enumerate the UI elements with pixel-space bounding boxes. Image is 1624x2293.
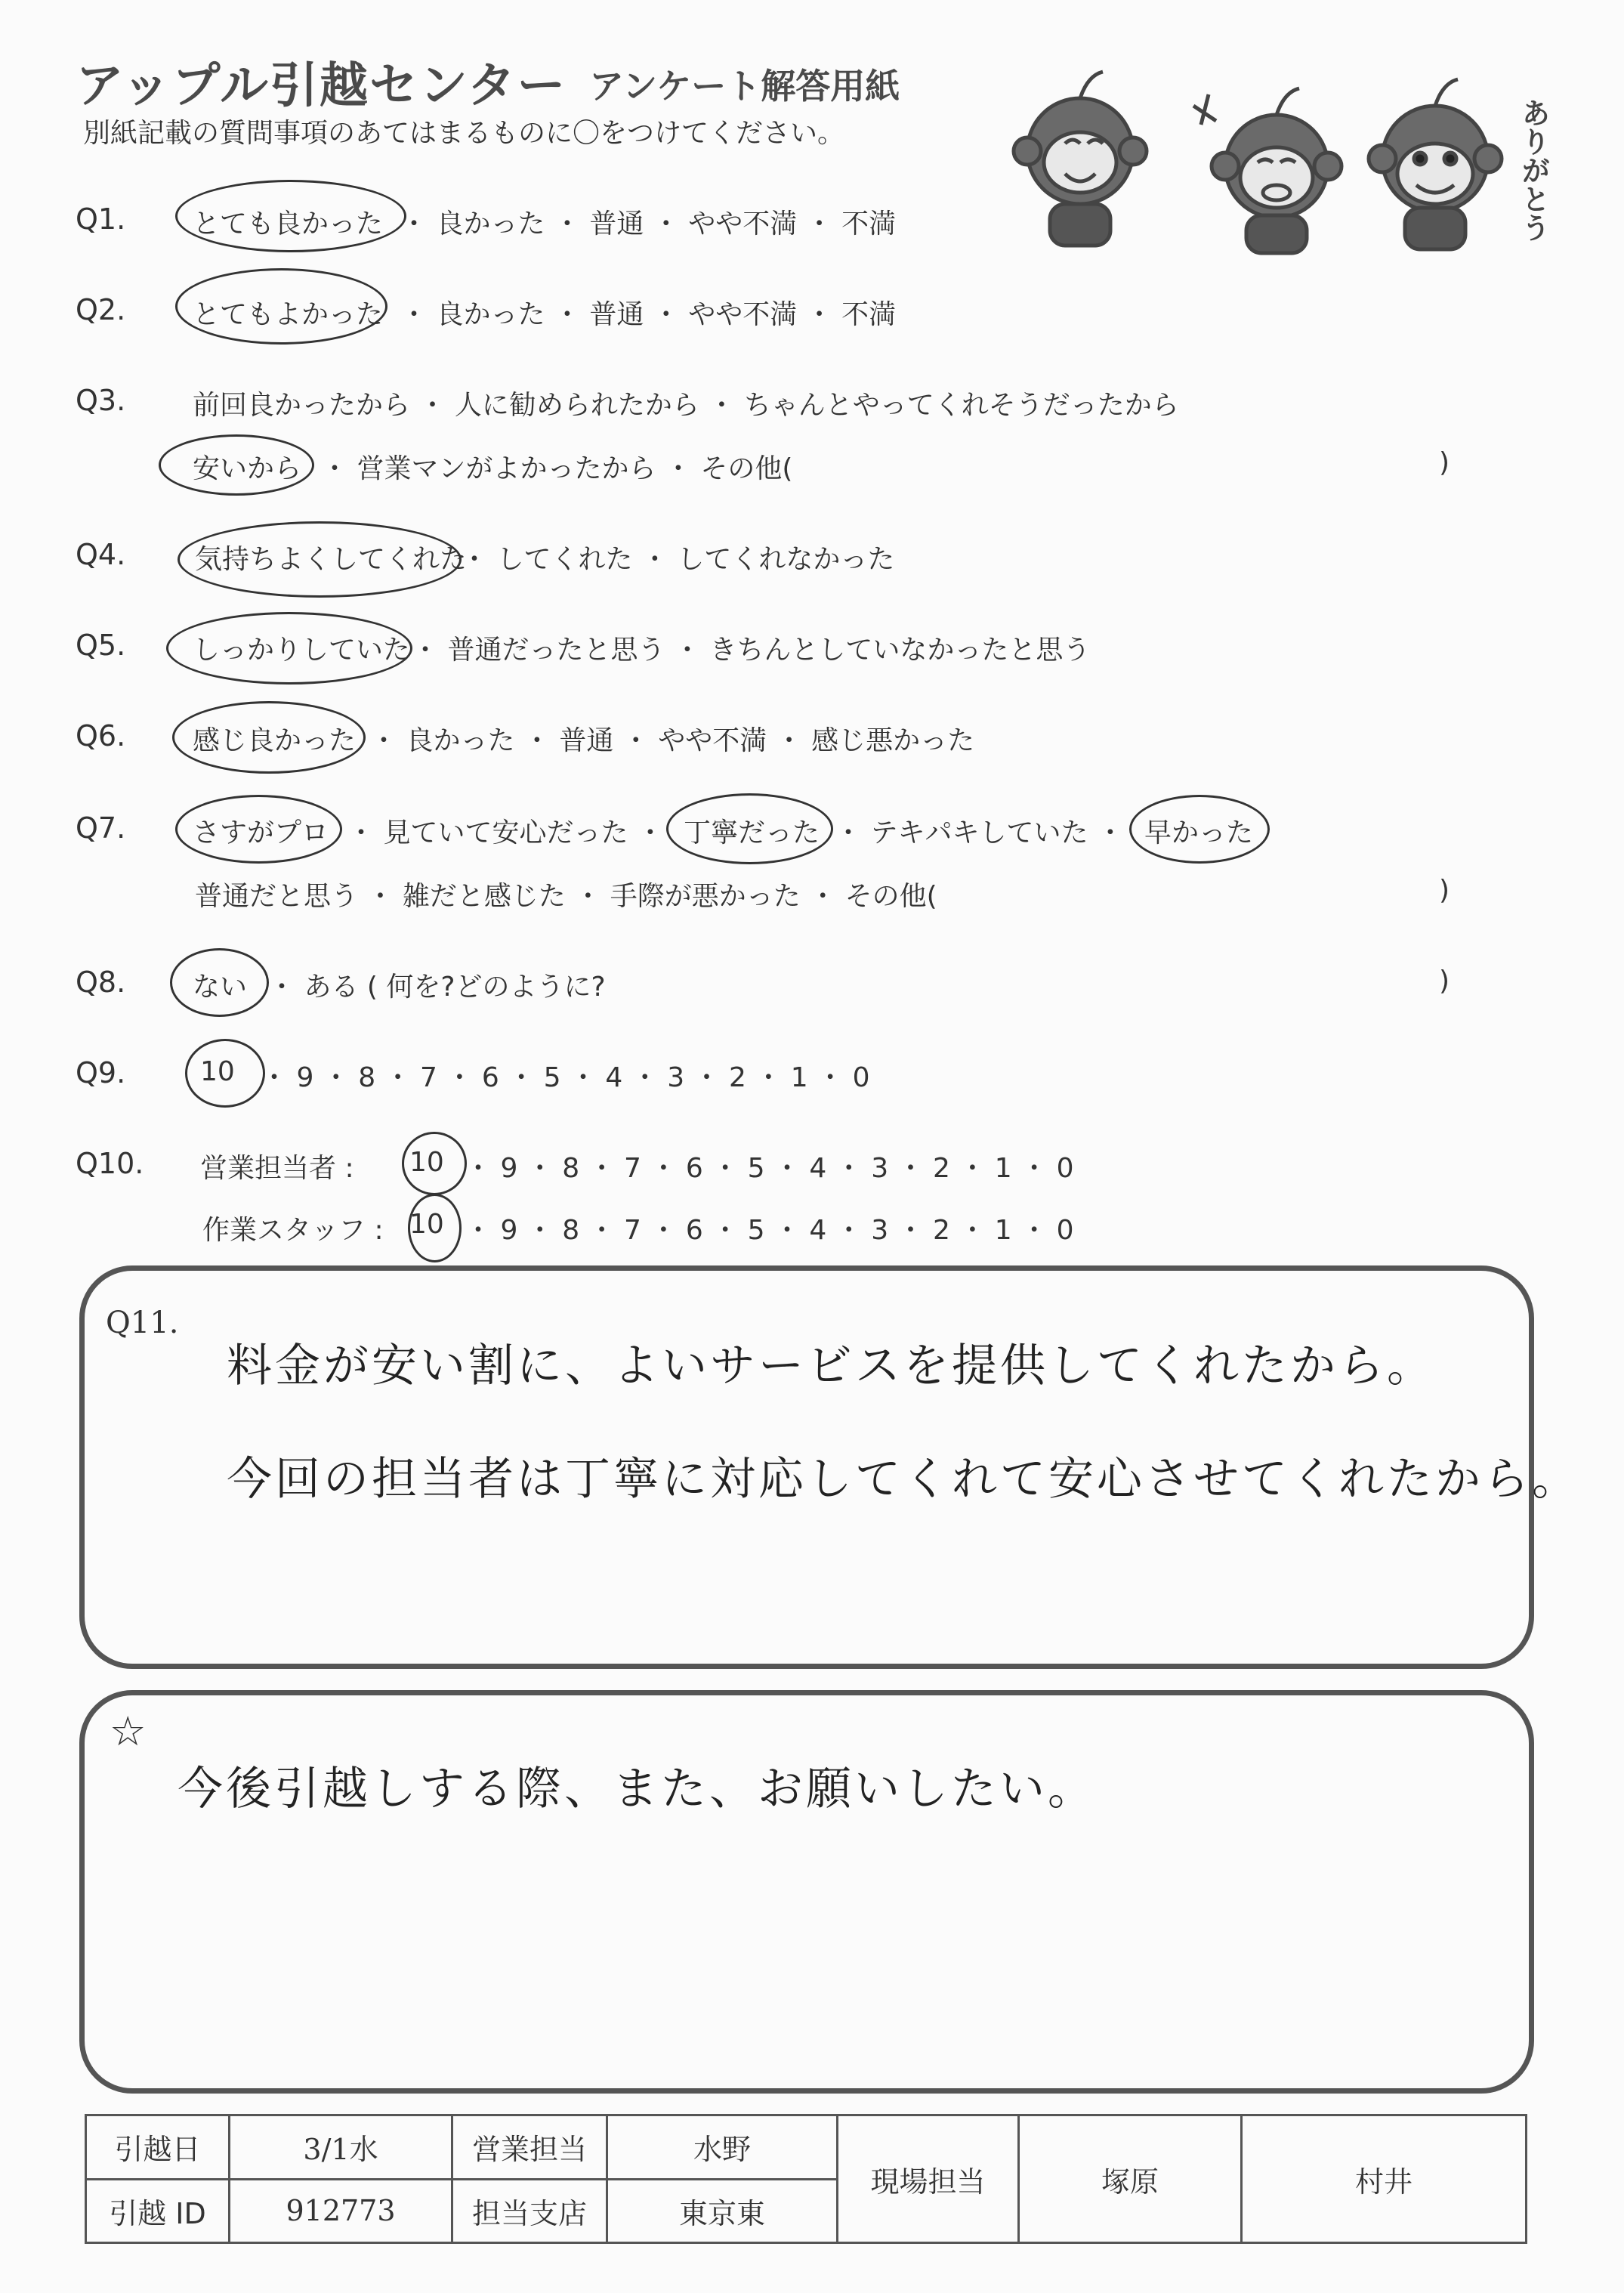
q10-sales-selected[interactable]: 10 <box>409 1147 444 1178</box>
q3-close-paren: ) <box>1439 447 1450 478</box>
form-subtitle: アンケート解答用紙 <box>589 66 900 107</box>
q11-comment-line1: 料金が安い割に、よいサービスを提供してくれたから。 <box>227 1340 1435 1392</box>
branch-label: 担当支店 <box>452 2179 607 2243</box>
q5-selected-option[interactable]: しっかりしていた <box>193 635 411 666</box>
q7-number: Q7. <box>76 811 126 845</box>
q6-number: Q6. <box>76 719 126 752</box>
q10-sales-label: 営業担当者 : <box>200 1153 354 1184</box>
q7-options-line2[interactable]: 普通だと思う ・ 雑だと感じた ・ 手際が悪かった ・ その他( <box>195 881 937 912</box>
mascot-thanks-text: ありがとう <box>1517 98 1550 242</box>
star-comment-box[interactable] <box>79 1690 1534 2094</box>
move-id-label: 引越 ID <box>86 2179 230 2243</box>
mascot-monkeys-illustration <box>1005 53 1564 257</box>
instruction-text: 別紙記載の質問事項のあてはまるものに〇をつけてください。 <box>83 118 845 149</box>
q11-comment-line2: 今回の担当者は丁寧に対応してくれて安心させてくれたから。 <box>227 1453 1580 1506</box>
monkey-right-icon <box>1369 79 1502 249</box>
q4-other-options[interactable]: ・ してくれた ・ してくれなかった <box>461 544 895 575</box>
site-staff-value-1[interactable]: 塚原 <box>1019 2115 1242 2243</box>
q8-number: Q8. <box>76 966 126 999</box>
monkey-left-icon <box>1014 72 1147 246</box>
q7-options-mid2[interactable]: ・ テキパキしていた ・ <box>835 817 1124 848</box>
form-title: アップル引越センター <box>76 58 567 114</box>
q3-options-line2[interactable]: ・ 営業マンがよかったから ・ その他( <box>321 453 793 484</box>
q7-options-mid1[interactable]: ・ 見ていて安心だった ・ <box>347 817 664 848</box>
site-staff-label: 現場担当 <box>838 2115 1019 2243</box>
sales-rep-value[interactable]: 水野 <box>607 2115 838 2180</box>
star-icon: ☆ <box>110 1707 147 1755</box>
q5-number: Q5. <box>76 629 126 662</box>
q2-number: Q2. <box>76 293 126 326</box>
q4-selected-option[interactable]: 気持ちよくしてくれた <box>195 544 468 575</box>
footer-info-table <box>85 2114 1527 2244</box>
q6-other-options[interactable]: ・ 良かった ・ 普通 ・ やや不満 ・ 感じ悪かった <box>370 725 975 756</box>
q7-close-paren: ) <box>1439 875 1450 906</box>
q10-staff-selected[interactable]: 10 <box>409 1209 444 1240</box>
q1-selected-option[interactable]: とても良かった <box>193 209 384 239</box>
q10-staff-other-options[interactable]: ・ 9 ・ 8 ・ 7 ・ 6 ・ 5 ・ 4 ・ 3 ・ 2 ・ 1 ・ 0 <box>465 1215 1074 1246</box>
q8-close-paren: ) <box>1439 966 1450 997</box>
q2-selected-option[interactable]: とてもよかった <box>193 299 384 330</box>
branch-value[interactable]: 東京東 <box>607 2179 838 2243</box>
q9-number: Q9. <box>76 1056 126 1089</box>
move-date-label: 引越日 <box>86 2115 230 2180</box>
q4-number: Q4. <box>76 538 126 571</box>
site-staff-value-2[interactable]: 村井 <box>1242 2115 1527 2243</box>
q5-other-options[interactable]: ・ 普通だったと思う ・ きちんとしていなかったと思う <box>412 635 1091 666</box>
q10-sales-other-options[interactable]: ・ 9 ・ 8 ・ 7 ・ 6 ・ 5 ・ 4 ・ 3 ・ 2 ・ 1 ・ 0 <box>465 1153 1074 1184</box>
q7-selected-option-1[interactable]: さすがプロ <box>193 817 329 848</box>
q7-selected-option-3[interactable]: 早かった <box>1144 817 1254 848</box>
q3-number: Q3. <box>76 384 126 417</box>
q2-other-options[interactable]: ・ 良かった ・ 普通 ・ やや不満 ・ 不満 <box>400 299 897 330</box>
q1-other-options[interactable]: ・ 良かった ・ 普通 ・ やや不満 ・ 不満 <box>400 209 897 239</box>
q3-options-line1[interactable]: 前回良かったから ・ 人に勧められたから ・ ちゃんとやってくれそうだったから <box>193 390 1179 421</box>
move-id-value[interactable]: 912773 <box>230 2179 452 2243</box>
monkey-middle-icon <box>1193 88 1341 253</box>
q9-selected-option[interactable]: 10 <box>200 1056 235 1087</box>
q7-selected-option-2[interactable]: 丁寧だった <box>684 817 820 848</box>
q8-other-options[interactable]: ・ ある ( 何を?どのように? <box>268 972 606 1003</box>
star-comment-line1: 今後引越しする際、また、お願いしたい。 <box>178 1763 1096 1816</box>
q1-number: Q1. <box>76 202 126 236</box>
sales-rep-label: 営業担当 <box>452 2115 607 2180</box>
q8-selected-option[interactable]: ない <box>193 972 248 1003</box>
move-date-value[interactable]: 3/1水 <box>230 2115 452 2180</box>
q6-selected-option[interactable]: 感じ良かった <box>193 725 357 756</box>
q11-label: Q11. <box>106 1306 179 1340</box>
q10-number: Q10. <box>76 1147 144 1180</box>
q9-other-options[interactable]: ・ 9 ・ 8 ・ 7 ・ 6 ・ 5 ・ 4 ・ 3 ・ 2 ・ 1 ・ 0 <box>261 1062 870 1093</box>
q10-staff-label: 作業スタッフ : <box>202 1215 384 1246</box>
q3-selected-option[interactable]: 安いから <box>193 453 302 484</box>
